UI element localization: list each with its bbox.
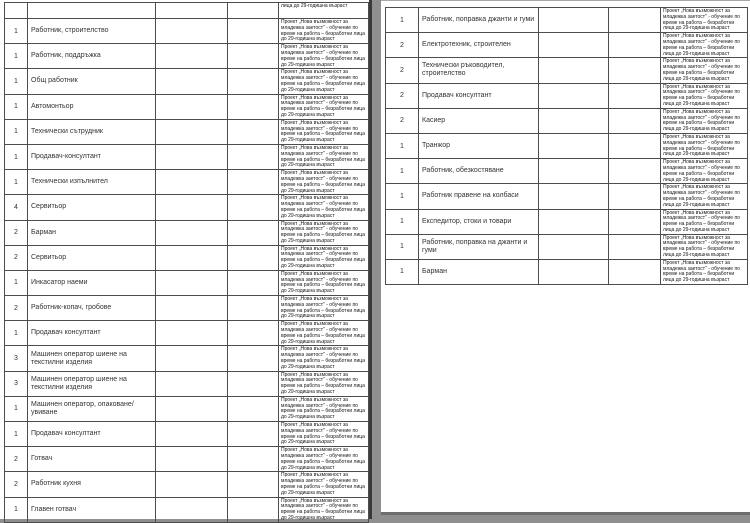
table-row	[5, 497, 369, 522]
table-row	[5, 19, 369, 44]
empty-cell	[609, 184, 661, 209]
project-cell: Проект „Нова възможност за младежка заетост" - обучение по време на работа – безработни лица до 29-годишна възраст	[279, 220, 369, 245]
project-cell: Проект „Нова възможност за младежка заетост" - обучение по време на работа – безработни лица до 29-годишна възраст	[279, 170, 369, 195]
table-row	[5, 396, 369, 421]
project-cell: Проект „Нова възможност за младежка заетост" - обучение по време на работа – безработни лица до 29-годишна възраст	[661, 259, 748, 284]
empty-cell	[609, 33, 661, 58]
empty-cell	[539, 58, 609, 83]
empty-cell	[228, 170, 279, 195]
empty-cell	[228, 44, 279, 69]
project-cell: Проект „Нова възможност за младежка заетост" - обучение по време на работа – безработни лица до 29-годишна възраст	[661, 159, 748, 184]
table-row	[5, 321, 369, 346]
table-row	[386, 259, 748, 284]
project-cell: Проект „Нова възможност за младежка заетост" - обучение по време на работа – безработни лица до 29-годишна възраст	[661, 184, 748, 209]
project-cell: лица до 29-годишна възраст	[279, 3, 369, 19]
empty-cell	[228, 195, 279, 220]
empty-cell	[156, 270, 228, 295]
job-title-cell: Продавач консултант	[419, 83, 539, 108]
project-cell: Проект „Нова възможност за младежка заетост" - обучение по време на работа – безработни лица до 29-годишна възраст	[661, 58, 748, 83]
empty-cell	[539, 83, 609, 108]
project-cell: Проект „Нова възможност за младежка заетост" - обучение по време на работа – безработни лица до 29-годишна възраст	[279, 195, 369, 220]
table-row	[386, 209, 748, 234]
empty-cell	[156, 321, 228, 346]
count-cell: 4	[5, 195, 28, 220]
empty-cell	[228, 371, 279, 396]
empty-cell	[228, 19, 279, 44]
project-cell: Проект „Нова възможност за младежка заетост" - обучение по време на работа – безработни лица до 29-годишна възраст	[279, 44, 369, 69]
document-page-left	[0, 0, 372, 519]
table-row	[5, 422, 369, 447]
empty-cell	[156, 94, 228, 119]
count-cell: 3	[5, 346, 28, 371]
count-cell: 2	[386, 83, 419, 108]
project-cell: Проект „Нова възможност за младежка заетост" - обучение по време на работа – безработни лица до 29-годишна възраст	[279, 472, 369, 497]
count-cell: 1	[5, 422, 28, 447]
empty-cell	[228, 220, 279, 245]
table-row	[5, 144, 369, 169]
project-cell: Проект „Нова възможност за младежка заетост" - обучение по време на работа – безработни лица до 29-годишна възраст	[279, 321, 369, 346]
project-cell: Проект „Нова възможност за младежка заетост" - обучение по време на работа – безработни лица до 29-годишна възраст	[279, 296, 369, 321]
table-row	[386, 234, 748, 259]
count-cell: 1	[5, 119, 28, 144]
count-cell: 1	[386, 8, 419, 33]
empty-cell	[156, 220, 228, 245]
empty-cell	[156, 296, 228, 321]
table-row	[5, 371, 369, 396]
job-title-cell: Технически изпълнител	[28, 170, 156, 195]
empty-cell	[539, 209, 609, 234]
job-title-cell: Автомонтьор	[28, 94, 156, 119]
table-row-partial	[5, 3, 369, 19]
project-cell: Проект „Нова възможност за младежка заетост" - обучение по време на работа – безработни лица до 29-годишна възраст	[279, 497, 369, 522]
document-page-right	[381, 0, 750, 515]
project-cell: Проект „Нова възможност за младежка заетост" - обучение по време на работа – безработни лица до 29-годишна възраст	[661, 133, 748, 158]
empty-cell	[228, 296, 279, 321]
table-row	[5, 245, 369, 270]
empty-cell	[228, 94, 279, 119]
project-cell: Проект „Нова възможност за младежка заетост" - обучение по време на работа – безработни лица до 29-годишна възраст	[279, 346, 369, 371]
empty-cell	[609, 108, 661, 133]
count-cell: 2	[5, 296, 28, 321]
job-title-cell	[28, 3, 156, 19]
count-cell: 1	[5, 321, 28, 346]
empty-cell	[539, 108, 609, 133]
empty-cell	[609, 133, 661, 158]
empty-cell	[228, 245, 279, 270]
project-cell: Проект „Нова възможност за младежка заетост" - обучение по време на работа – безработни лица до 29-годишна възраст	[279, 19, 369, 44]
project-cell: Проект „Нова възможност за младежка заетост" - обучение по време на работа – безработни лица до 29-годишна възраст	[661, 83, 748, 108]
project-cell: Проект „Нова възможност за младежка заетост" - обучение по време на работа – безработни лица до 29-годишна възраст	[279, 270, 369, 295]
empty-cell	[156, 346, 228, 371]
empty-cell	[156, 396, 228, 421]
count-cell: 2	[5, 447, 28, 472]
empty-cell	[228, 472, 279, 497]
empty-cell	[539, 33, 609, 58]
table-row	[386, 58, 748, 83]
empty-cell	[609, 234, 661, 259]
job-title-cell: Работник, обезкостяване	[419, 159, 539, 184]
empty-cell	[609, 209, 661, 234]
empty-cell	[539, 259, 609, 284]
job-title-cell: Барман	[28, 220, 156, 245]
count-cell: 1	[5, 44, 28, 69]
project-cell: Проект „Нова възможност за младежка заетост" - обучение по време на работа – безработни лица до 29-годишна възраст	[279, 69, 369, 94]
job-title-cell: Експедитор, стоки и товари	[419, 209, 539, 234]
project-cell: Проект „Нова възможност за младежка заетост" - обучение по време на работа – безработни лица до 29-годишна възраст	[279, 94, 369, 119]
count-cell: 1	[386, 259, 419, 284]
job-title-cell: Машинен оператор шиене на текстилни изделия	[28, 346, 156, 371]
table-row	[5, 195, 369, 220]
table-row	[5, 69, 369, 94]
empty-cell	[228, 422, 279, 447]
count-cell: 1	[386, 184, 419, 209]
project-cell: Проект „Нова възможност за младежка заетост" - обучение по време на работа – безработни лица до 29-годишна възраст	[279, 245, 369, 270]
table-row	[5, 94, 369, 119]
count-cell: 1	[5, 94, 28, 119]
project-cell: Проект „Нова възможност за младежка заетост" - обучение по време на работа – безработни лица до 29-годишна възраст	[661, 234, 748, 259]
empty-cell	[156, 170, 228, 195]
empty-cell	[609, 58, 661, 83]
job-title-cell: Общ работник	[28, 69, 156, 94]
vacancy-table-left-body	[5, 3, 369, 523]
empty-cell	[156, 497, 228, 522]
vacancy-table-right	[385, 7, 748, 285]
empty-cell	[539, 159, 609, 184]
table-row	[5, 44, 369, 69]
empty-cell	[228, 447, 279, 472]
job-title-cell: Сервитьор	[28, 245, 156, 270]
empty-cell	[228, 396, 279, 421]
count-cell: 1	[386, 209, 419, 234]
empty-cell	[156, 3, 228, 19]
job-title-cell: Машинен оператор, опаковане/увиване	[28, 396, 156, 421]
job-title-cell: Работник, поправка джанти и гуми	[419, 8, 539, 33]
job-title-cell: Работник, поправка на джанти и гуми	[419, 234, 539, 259]
empty-cell	[609, 159, 661, 184]
table-row	[5, 296, 369, 321]
job-title-cell: Сервитьор	[28, 195, 156, 220]
job-title-cell: Електротехник, строителен	[419, 33, 539, 58]
job-title-cell: Барман	[419, 259, 539, 284]
table-row	[386, 159, 748, 184]
empty-cell	[609, 83, 661, 108]
table-row	[5, 220, 369, 245]
table-row	[386, 33, 748, 58]
job-title-cell: Работник правене на колбаси	[419, 184, 539, 209]
job-title-cell: Продавач консултант	[28, 321, 156, 346]
count-cell: 1	[5, 69, 28, 94]
job-title-cell: Продавач консултант	[28, 422, 156, 447]
job-title-cell: Готвач	[28, 447, 156, 472]
empty-cell	[156, 371, 228, 396]
job-title-cell: Транжор	[419, 133, 539, 158]
table-row	[5, 170, 369, 195]
table-row	[5, 472, 369, 497]
project-cell: Проект „Нова възможност за младежка заетост" - обучение по време на работа – безработни лица до 29-годишна възраст	[279, 396, 369, 421]
project-cell: Проект „Нова възможност за младежка заетост" - обучение по време на работа – безработни лица до 29-годишна възраст	[279, 144, 369, 169]
count-cell: 1	[5, 497, 28, 522]
count-cell: 1	[386, 234, 419, 259]
count-cell: 2	[5, 472, 28, 497]
empty-cell	[156, 19, 228, 44]
count-cell: 1	[5, 144, 28, 169]
job-title-cell: Касиер	[419, 108, 539, 133]
table-row	[5, 270, 369, 295]
project-cell: Проект „Нова възможност за младежка заетост" - обучение по време на работа – безработни лица до 29-годишна възраст	[279, 447, 369, 472]
job-title-cell: Инкасатор наеми	[28, 270, 156, 295]
empty-cell	[228, 346, 279, 371]
empty-cell	[539, 133, 609, 158]
empty-cell	[228, 69, 279, 94]
count-cell: 1	[386, 133, 419, 158]
empty-cell	[156, 472, 228, 497]
vacancy-table-left	[4, 2, 369, 523]
project-cell: Проект „Нова възможност за младежка заетост" - обучение по време на работа – безработни лица до 29-годишна възраст	[661, 108, 748, 133]
job-title-cell: Работник, поддръжка	[28, 44, 156, 69]
project-cell: Проект „Нова възможност за младежка заетост" - обучение по време на работа – безработни лица до 29-годишна възраст	[279, 422, 369, 447]
table-row	[386, 8, 748, 33]
project-cell: Проект „Нова възможност за младежка заетост" - обучение по време на работа – безработни лица до 29-годишна възраст	[661, 33, 748, 58]
table-row	[5, 346, 369, 371]
count-cell: 2	[386, 58, 419, 83]
count-cell: 1	[5, 270, 28, 295]
empty-cell	[539, 184, 609, 209]
table-row	[386, 108, 748, 133]
project-cell: Проект „Нова възможност за младежка заетост" - обучение по време на работа – безработни лица до 29-годишна възраст	[279, 119, 369, 144]
table-row	[386, 83, 748, 108]
empty-cell	[539, 234, 609, 259]
empty-cell	[228, 497, 279, 522]
empty-cell	[228, 3, 279, 19]
empty-cell	[228, 270, 279, 295]
empty-cell	[156, 69, 228, 94]
project-cell: Проект „Нова възможност за младежка заетост" - обучение по време на работа – безработни лица до 29-годишна възраст	[279, 371, 369, 396]
job-title-cell: Машинен оператор шиене на текстилни изделия	[28, 371, 156, 396]
vacancy-table-right-body	[386, 8, 748, 285]
empty-cell	[156, 119, 228, 144]
count-cell: 1	[5, 170, 28, 195]
count-cell: 2	[386, 33, 419, 58]
empty-cell	[609, 259, 661, 284]
count-cell: 2	[5, 245, 28, 270]
job-title-cell: Технически ръководител, строителство	[419, 58, 539, 83]
table-row	[5, 447, 369, 472]
count-cell: 1	[5, 396, 28, 421]
job-title-cell: Продавач-консултант	[28, 144, 156, 169]
job-title-cell: Технически сътрудник	[28, 119, 156, 144]
job-title-cell: Главен готвач	[28, 497, 156, 522]
job-title-cell: Работник, строителство	[28, 19, 156, 44]
empty-cell	[156, 44, 228, 69]
count-cell	[5, 3, 28, 19]
project-cell: Проект „Нова възможност за младежка заетост" - обучение по време на работа – безработни лица до 29-годишна възраст	[661, 209, 748, 234]
count-cell: 1	[386, 159, 419, 184]
project-cell: Проект „Нова възможност за младежка заетост" - обучение по време на работа – безработни лица до 29-годишна възраст	[661, 8, 748, 33]
table-row	[5, 119, 369, 144]
empty-cell	[156, 245, 228, 270]
count-cell: 2	[5, 220, 28, 245]
count-cell: 1	[5, 19, 28, 44]
empty-cell	[228, 119, 279, 144]
count-cell: 3	[5, 371, 28, 396]
empty-cell	[156, 144, 228, 169]
empty-cell	[156, 195, 228, 220]
empty-cell	[156, 422, 228, 447]
job-title-cell: Работник кухня	[28, 472, 156, 497]
count-cell: 2	[386, 108, 419, 133]
table-row	[386, 184, 748, 209]
job-title-cell: Работник-копач, гробове	[28, 296, 156, 321]
empty-cell	[228, 321, 279, 346]
table-row	[386, 133, 748, 158]
empty-cell	[156, 447, 228, 472]
empty-cell	[539, 8, 609, 33]
empty-cell	[228, 144, 279, 169]
empty-cell	[609, 8, 661, 33]
